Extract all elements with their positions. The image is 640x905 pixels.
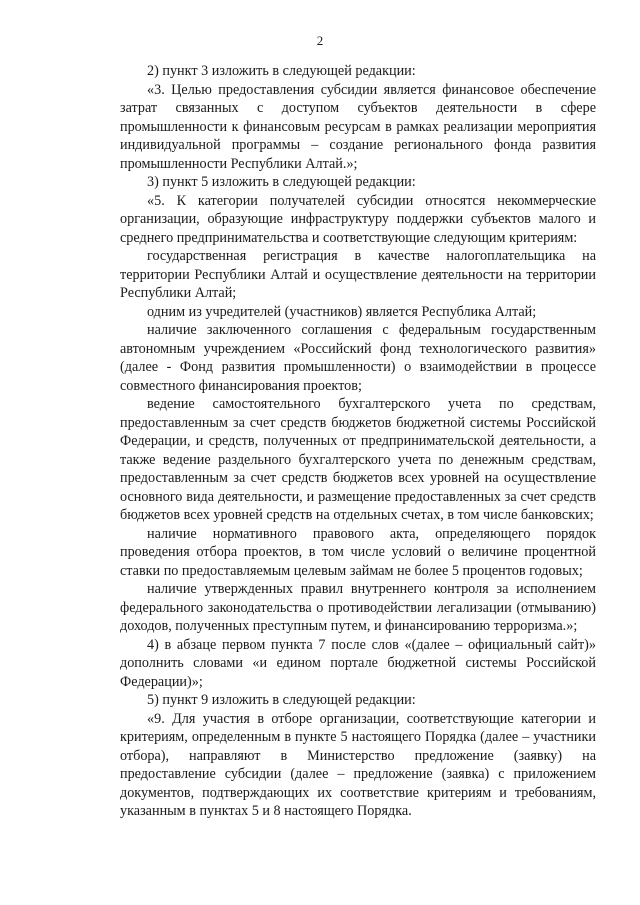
paragraph-new-point-9: «9. Для участия в отборе организации, соответствующие категории и критериям, определенным в пункте 5 настоящего Порядка (далее – участники отбора), направляют в Министерство предложение (заявку) на предоставление субсидии (далее – предложение (заявка) с приложением документов, подтверждающих их соответствие критериям и требованиям, указанным в пунктах 5 и 8 настоящего Порядка.: [120, 710, 596, 819]
paragraph-item-2: 2) пункт 3 изложить в следующей редакции:: [147, 63, 416, 79]
paragraph-item-5: 5) пункт 9 изложить в следующей редакции:: [147, 692, 416, 708]
paragraph-new-point-5: «5. К категории получателей субсидии относятся некоммерческие организации, образующие инфраструктуру поддержки субъектов малого и среднего предпринимательства и соответствующие следующим критериям:: [120, 192, 596, 246]
paragraph-criterion-founder: одним из учредителей (участников) является Республика Алтай;: [147, 303, 537, 320]
paragraph-criterion-registration: государственная регистрация в качестве налогоплательщика на территории Республики Алтай и осуществление деятельности на территории Республики Алтай;: [120, 248, 596, 301]
document-body: [120, 62, 596, 821]
paragraph-criterion-agreement: наличие заключенного соглашения с федеральным государственным автономным учреждением «Российский фонд технологического развития» (далее - Фонд развития промышленности) о взаимодействии в процессе совместного финансирования проектов;: [120, 322, 596, 394]
paragraph-criterion-accounting: ведение самостоятельного бухгалтерского учета по средствам, предоставленным за счет средств бюджетов бюджетной системы Российской Федерации, и средств, полученных от предпринимательской деятельности, а также ведение раздельного бухгалтерского учета по денежным средствам, предоставленным за счет средств бюджетов всех уровней на осуществление основного вида деятельности, и размещение предоставленных за счет средств бюджетов всех уровней средств на отдельных счетах, в том числе банковских;: [120, 396, 596, 523]
paragraph-item-4: 4) в абзаце первом пункта 7 после слов «(далее – официальный сайт)» дополнить словами «и едином портале бюджетной системы Российской Федерации)»;: [120, 636, 596, 690]
paragraph-criterion-internal-control: наличие утвержденных правил внутреннего контроля за исполнением федерального законодательства о противодействии легализации (отмыванию) доходов, полученных преступным путем, и финансированию терроризма.»;: [120, 581, 596, 634]
paragraph-new-point-3: «3. Целью предоставления субсидии является финансовое обеспечение затрат связанных с доступом субъектов деятельности в сфере промышленности к финансовым ресурсам в рамках реализации мероприятия индивидуальной программы – создание регионального фонда развития промышленности Республики Алтай.»;: [120, 81, 596, 172]
paragraph-criterion-normative-act: наличие нормативного правового акта, определяющего порядок проведения отбора проектов, в том числе условий о величине процентной ставки по предоставляемым целевым займам не более 5 процентов годовых;: [120, 525, 596, 579]
paragraph-item-3: 3) пункт 5 изложить в следующей редакции:: [147, 174, 416, 190]
page-number: 2: [316, 33, 324, 48]
